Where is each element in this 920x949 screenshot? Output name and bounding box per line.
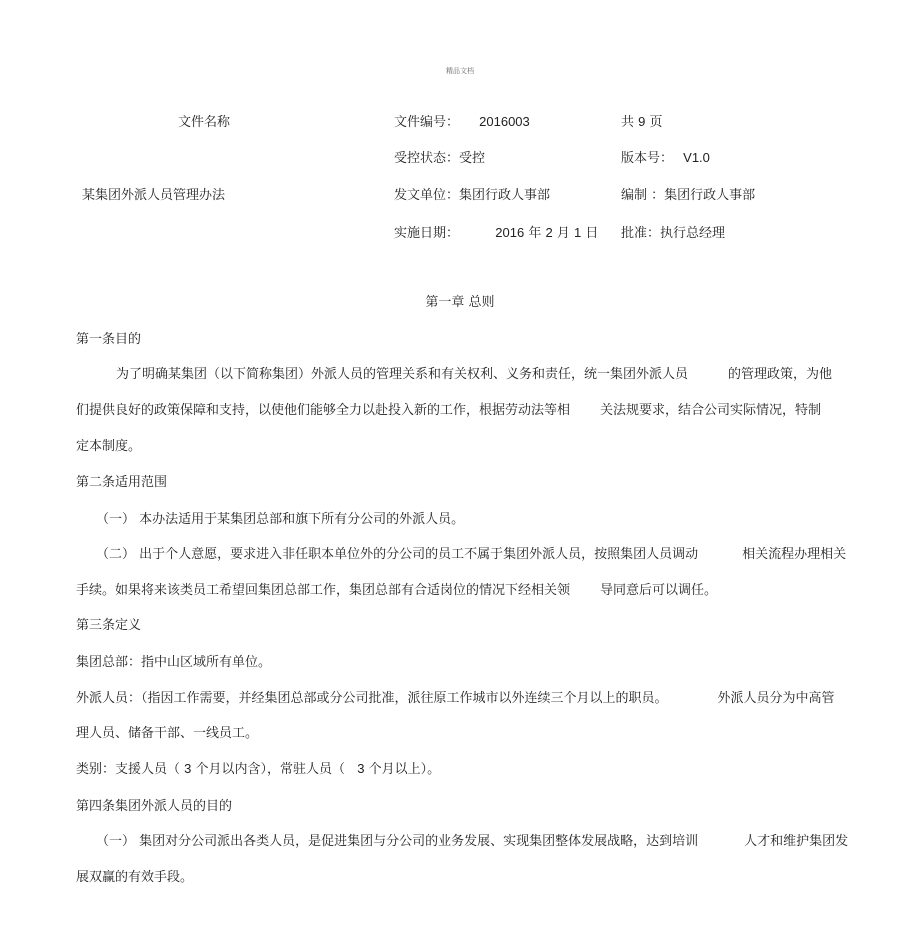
- article-4-title: 第四条集团外派人员的目的: [76, 799, 233, 814]
- article-4-item-1-cont: 展双赢的有效手段。: [76, 870, 194, 885]
- article-2-item-2-text-b: 相关流程办理相关: [742, 547, 847, 562]
- article-2-item-2-text-d: 导同意后可以调任。: [600, 583, 718, 598]
- article-1-text-d: 关法规要求，结合公司实际情况，特制: [600, 403, 822, 418]
- category-number-2: 3: [357, 761, 365, 776]
- page-count-number: 9: [638, 114, 646, 129]
- doc-no-field: [394, 111, 530, 130]
- article-3-title: 第三条定义: [76, 618, 142, 633]
- article-1-title: 第一条目的: [76, 332, 142, 347]
- article-2-item-1: （一） 本办法适用于某集团总部和旗下所有分公司的外派人员。: [96, 512, 465, 527]
- effective-day-char: 日: [585, 226, 599, 241]
- control-status: 受控状态：受控: [394, 151, 486, 166]
- article-1-text-b: 的管理政策，为他: [728, 367, 833, 382]
- effective-month-char: 月: [556, 226, 570, 241]
- effective-label: 实施日期：: [394, 226, 460, 241]
- watermark: 精品文档: [446, 67, 474, 75]
- doc-no-label: 文件编号：: [394, 115, 460, 130]
- chapter-title: 第一章 总则: [425, 295, 495, 310]
- article-2-title: 第二条适用范围: [76, 475, 168, 490]
- doc-name-value: 某集团外派人员管理办法: [82, 188, 226, 203]
- article-4-item-1: [96, 830, 848, 849]
- category-number-1: 3: [184, 761, 192, 776]
- article-1-text-a: 为了明确某集团（以下简称集团）外派人员的管理关系和有关权利、义务和责任，统一集团外派人员: [116, 367, 689, 382]
- article-3-text-a: 外派人员：（指因工作需要，并经集团总部或分公司批准，派往原工作城市以外连续三个月以上的职员。: [76, 691, 668, 706]
- page-count-suffix: 页: [649, 115, 663, 130]
- category-text-c: 个月以上）。: [368, 762, 441, 777]
- page-count: [621, 111, 663, 130]
- category-text-b: 个月以内含），常驻人员（: [195, 762, 346, 777]
- editor: 编制 ：集团行政人事部: [621, 188, 756, 203]
- article-3-line-4: [76, 758, 440, 777]
- article-3-line-3: 理人员、储备干部、一线员工。: [76, 726, 259, 741]
- effective-year-char: 年: [528, 226, 542, 241]
- article-1-paragraph-line-2: [76, 399, 821, 418]
- version-value: V1.0: [683, 150, 710, 165]
- article-2-item-2-text-a: （二） 出于个人意愿，要求进入非任职本单位外的分公司的员工不属于集团外派人员，按照集团人员调动: [96, 547, 699, 562]
- version-label: 版本号：: [621, 151, 674, 166]
- article-2-item-2: [96, 543, 846, 562]
- effective-month: 2: [545, 225, 553, 240]
- page-count-prefix: 共: [621, 115, 635, 130]
- issuer: 发文单位：集团行政人事部: [394, 188, 551, 203]
- doc-no-value: 2016003: [479, 114, 530, 129]
- category-text-a: 类别：支援人员（: [76, 762, 181, 777]
- article-1-paragraph-line-3: 定本制度。: [76, 439, 142, 454]
- effective-date: [394, 222, 598, 241]
- article-4-item-1-text-a: （一） 集团对分公司派出各类人员，是促进集团与分公司的业务发展、实现集团整体发展战略，达到培训: [96, 834, 699, 849]
- effective-day: 1: [574, 225, 582, 240]
- effective-year: 2016: [495, 225, 525, 240]
- article-1-paragraph-line-1: [116, 363, 832, 382]
- doc-name-label: 文件名称: [178, 115, 231, 130]
- article-4-item-1-text-b: 人才和维护集团发: [744, 834, 849, 849]
- article-3-text-b: 外派人员分为中高管: [717, 691, 835, 706]
- version-field: [621, 147, 710, 166]
- article-2-item-2-cont: [76, 579, 717, 598]
- article-3-line-2: [76, 687, 835, 706]
- article-2-item-2-text-c: 手续。如果将来该类员工希望回集团总部工作，集团总部有合适岗位的情况下经相关领: [76, 583, 571, 598]
- article-1-text-c: 们提供良好的政策保障和支持，以使他们能够全力以赴投入新的工作，根据劳动法等相: [76, 403, 571, 418]
- approval: 批准：执行总经理: [621, 226, 726, 241]
- article-3-line-1: 集团总部：指中山区域所有单位。: [76, 655, 272, 670]
